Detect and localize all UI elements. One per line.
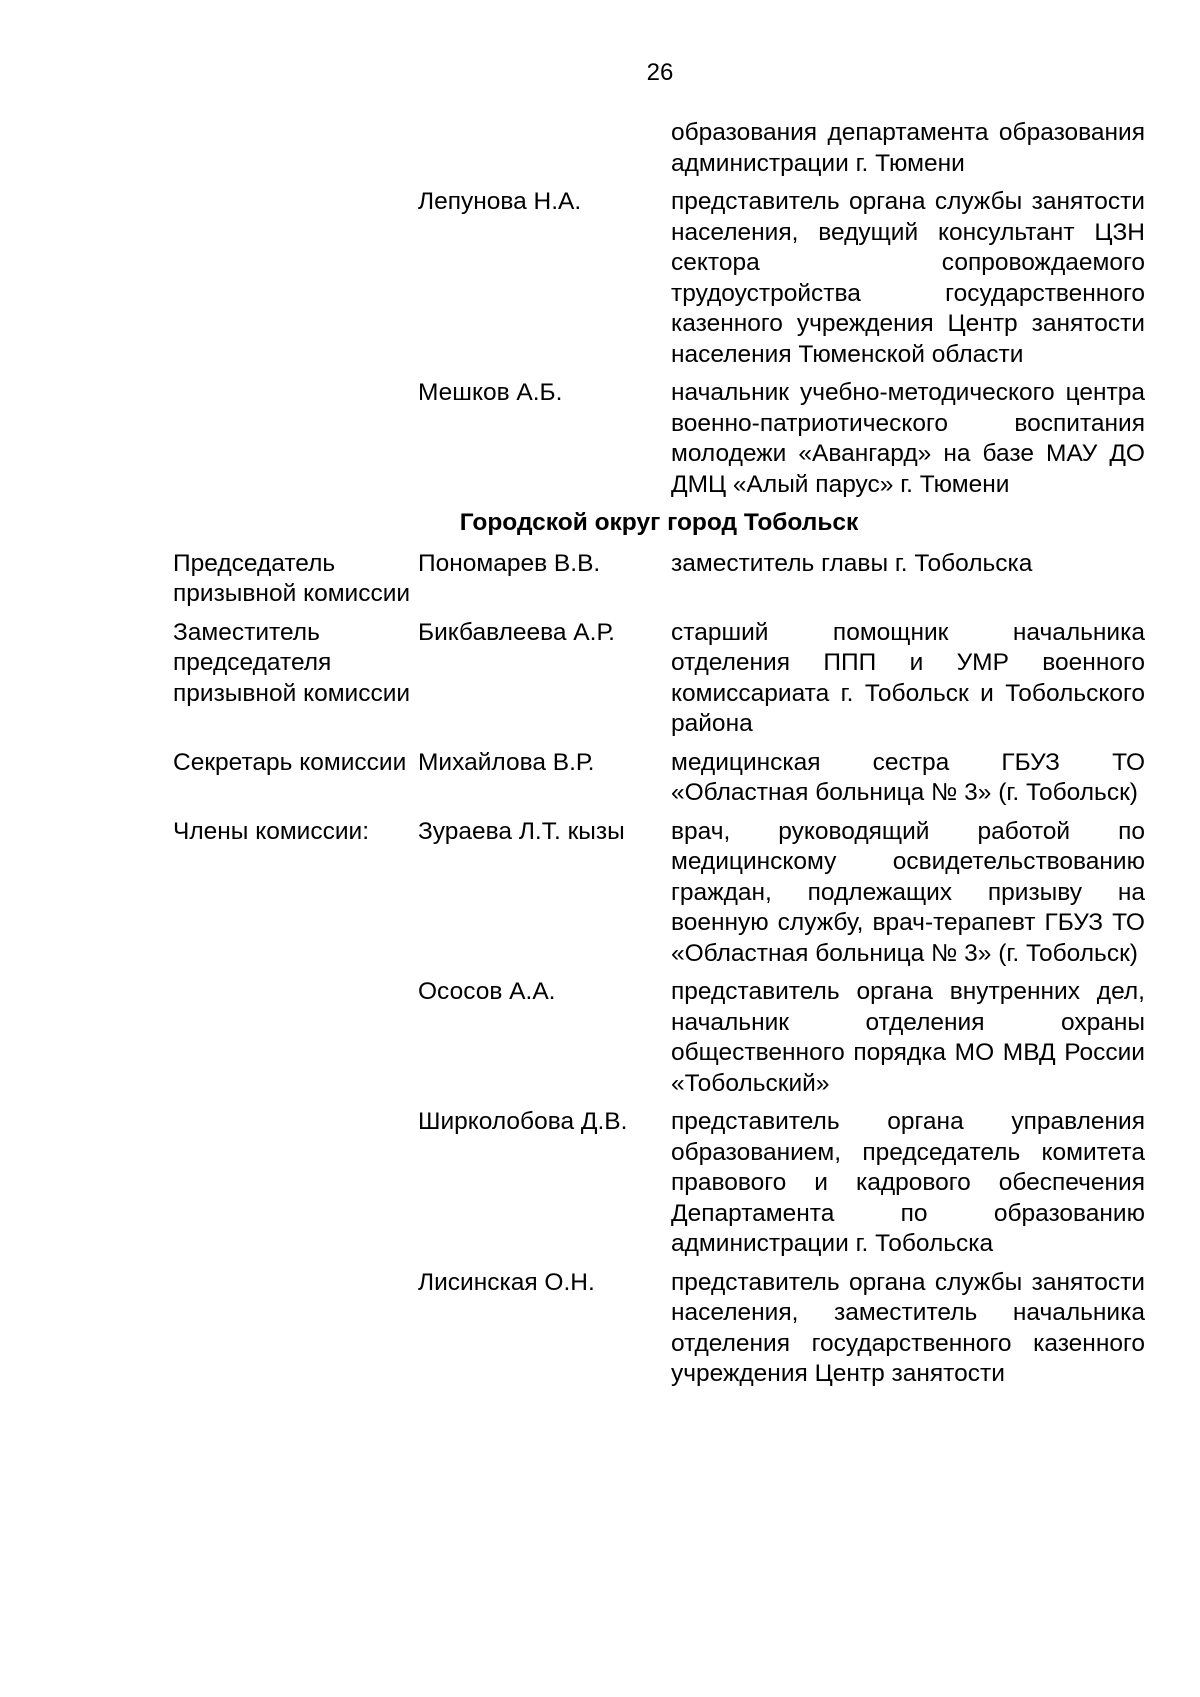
list-row — [173, 748, 1145, 809]
member-position: представитель органа внутренних дел, начальник отделения охраны общественного порядка МО МВД России «Тобольский» — [671, 978, 1145, 1097]
member-role — [173, 118, 418, 179]
list-row — [173, 549, 1145, 610]
member-name: Зураева Л.Т. кызы — [418, 817, 625, 845]
member-position: представитель органа службы занятости населения, заместитель начальника отделения государственного казенного учреждения Центр занятости — [671, 1268, 1145, 1387]
member-role: Члены комиссии: — [173, 817, 370, 845]
member-name: Ширколобова Д.В. — [418, 1108, 628, 1135]
member-name: Лисинская О.Н. — [418, 1268, 595, 1296]
member-position: образования департамента образования администрации г. Тюмени — [671, 119, 1145, 177]
member-name: Михайлова В.Р. — [418, 748, 595, 776]
member-name: Лепунова Н.А. — [418, 188, 582, 215]
list-row — [173, 378, 1145, 500]
member-role — [173, 977, 418, 1099]
member-position: представитель органа службы занятости населения, ведущий консультант ЦЗН сектора сопровождаемого трудоустройства государственного казенного учреждения Центр занятости населения Тюменской области — [671, 188, 1145, 368]
member-role: Заместитель председателя призывной комиссии — [173, 618, 411, 707]
list-row — [173, 618, 1145, 740]
section-title-text: Городской округ город Тобольск — [459, 509, 859, 536]
commission-list — [173, 118, 1145, 1398]
member-position: старший помощник начальника отделения ППП и УМР военного комиссариата г. Тобольск и Тобольского района — [671, 618, 1145, 737]
member-name: Ососов А.А. — [418, 978, 556, 1005]
member-position: начальник учебно-методического центра военно-патриотического воспитания молодежи «Авангард» на базе МАУ ДО ДМЦ «Алый парус» г. Тюмени — [671, 379, 1145, 498]
member-role — [173, 378, 418, 500]
list-row — [173, 118, 1145, 179]
member-name: Пономарев В.В. — [418, 549, 601, 577]
member-name: Бикбавлеева А.Р. — [418, 618, 615, 646]
section-title — [173, 508, 1145, 539]
member-role: Секретарь комиссии — [173, 748, 407, 776]
page-number: 26 — [646, 59, 674, 86]
member-name: Мешков А.Б. — [418, 379, 563, 406]
member-position: представитель органа управления образованием, председатель комитета правового и кадрового обеспечения Департамента по образованию администрации г. Тобольска — [671, 1108, 1145, 1257]
list-row — [173, 977, 1145, 1099]
list-row — [173, 817, 1145, 970]
member-role: Председатель призывной комиссии — [173, 549, 411, 607]
member-name — [418, 118, 671, 179]
member-position: заместитель главы г. Тобольска — [671, 549, 1033, 577]
list-row — [173, 1107, 1145, 1260]
member-position: врач, руководящий работой по медицинскому освидетельствованию граждан, подлежащих призыву на военную службу, врач-терапевт ГБУЗ ТО «Областная больница № 3» (г. Тобольск) — [671, 817, 1145, 967]
member-position: медицинская сестра ГБУЗ ТО «Областная больница № 3» (г. Тобольск) — [671, 748, 1145, 806]
list-row — [173, 1268, 1145, 1390]
member-role — [173, 187, 418, 370]
list-row — [173, 187, 1145, 370]
member-role — [173, 1107, 418, 1260]
member-role — [173, 1268, 418, 1390]
